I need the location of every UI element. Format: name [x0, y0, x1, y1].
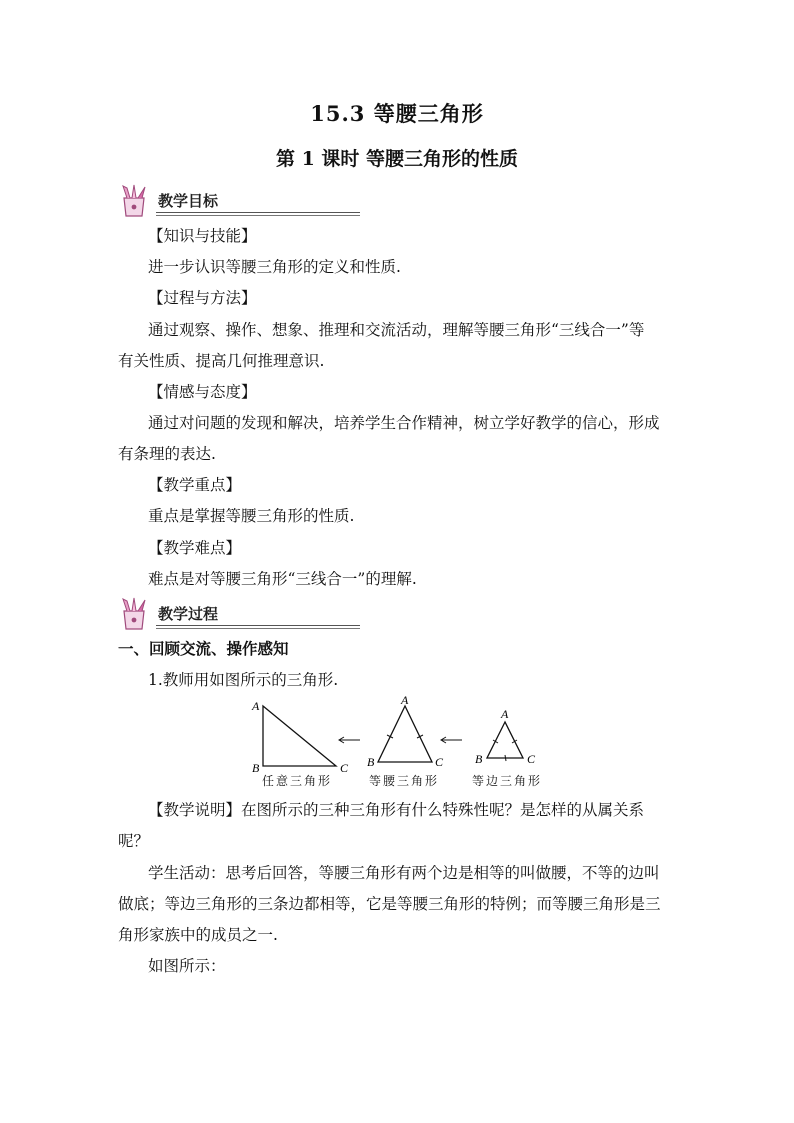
pencil-cup-icon — [118, 597, 152, 631]
part1-title: 一、回顾交流、操作感知 — [118, 639, 289, 658]
section-goals-title: 教学目标 — [158, 192, 219, 210]
vertex-label-c: C — [527, 752, 536, 766]
goal-knowledge-text: 进一步认识等腰三角形的定义和性质. — [148, 258, 401, 276]
page-title: 15.3 等腰三角形 — [310, 101, 484, 126]
section-underline — [156, 212, 360, 213]
right-triangle — [263, 706, 336, 766]
goal-method-head: 【过程与方法】 — [148, 289, 257, 307]
vertex-label-a: A — [401, 694, 409, 707]
goal-method-text-1: 通过观察、操作、想象、推理和交流活动，理解等腰三角形“三线合一”等 — [148, 321, 645, 339]
goal-attitude-text-1: 通过对问题的发现和解决，培养学生合作精神，树立学好教学的信心，形成 — [148, 414, 660, 432]
goal-attitude-head: 【情感与态度】 — [148, 383, 257, 401]
vertex-label-b: B — [475, 752, 483, 766]
item1-text: 1.教师用如图所示的三角形. — [148, 671, 339, 689]
section-process-header — [118, 597, 248, 631]
student-activity-2: 做底；等边三角形的三条边都相等，它是等腰三角形的特例；而等腰三角形是三 — [118, 895, 661, 913]
caption-scalene: 任意三角形 — [262, 774, 333, 788]
key-point-text: 重点是掌握等腰三角形的性质. — [148, 507, 355, 525]
difficulty-head: 【教学难点】 — [148, 539, 242, 557]
section-underline-thin — [156, 215, 360, 216]
teaching-note-1: 【教学说明】在图所示的三种三角形有什么特殊性呢？是怎样的从属关系 — [148, 801, 645, 819]
vertex-label-c: C — [340, 761, 349, 775]
student-activity-1: 学生活动：思考后回答，等腰三角形有两个边是相等的叫做腰，不等的边叫 — [148, 864, 660, 882]
vertex-label-a: A — [501, 707, 509, 721]
teaching-note-2: 呢？ — [118, 832, 150, 850]
section-underline-thin — [156, 628, 360, 629]
section-underline — [156, 625, 360, 626]
caption-equilateral: 等边三角形 — [472, 774, 543, 788]
vertex-label-b: B — [367, 755, 375, 769]
vertex-label-b: B — [252, 761, 260, 775]
section-goals-header — [118, 184, 248, 218]
as-shown-text: 如图所示： — [148, 957, 226, 975]
isosceles-triangle — [378, 706, 432, 762]
goal-knowledge-head: 【知识与技能】 — [148, 227, 257, 245]
goal-method-text-2: 有关性质、提高几何推理意识. — [118, 352, 325, 370]
vertex-label-a: A — [252, 699, 260, 713]
caption-isosceles: 等腰三角形 — [369, 774, 440, 788]
difficulty-text: 难点是对等腰三角形“三线合一”的理解. — [148, 570, 417, 588]
student-activity-3: 角形家族中的成员之一. — [118, 926, 278, 944]
vertex-label-c: C — [435, 755, 444, 769]
section-process-title: 教学过程 — [158, 605, 219, 623]
key-point-head: 【教学重点】 — [148, 476, 242, 494]
goal-attitude-text-2: 有条理的表达. — [118, 445, 216, 463]
lesson-subtitle: 第 1 课时 等腰三角形的性质 — [275, 148, 519, 170]
pencil-cup-icon — [118, 184, 152, 218]
equilateral-triangle — [487, 722, 523, 758]
